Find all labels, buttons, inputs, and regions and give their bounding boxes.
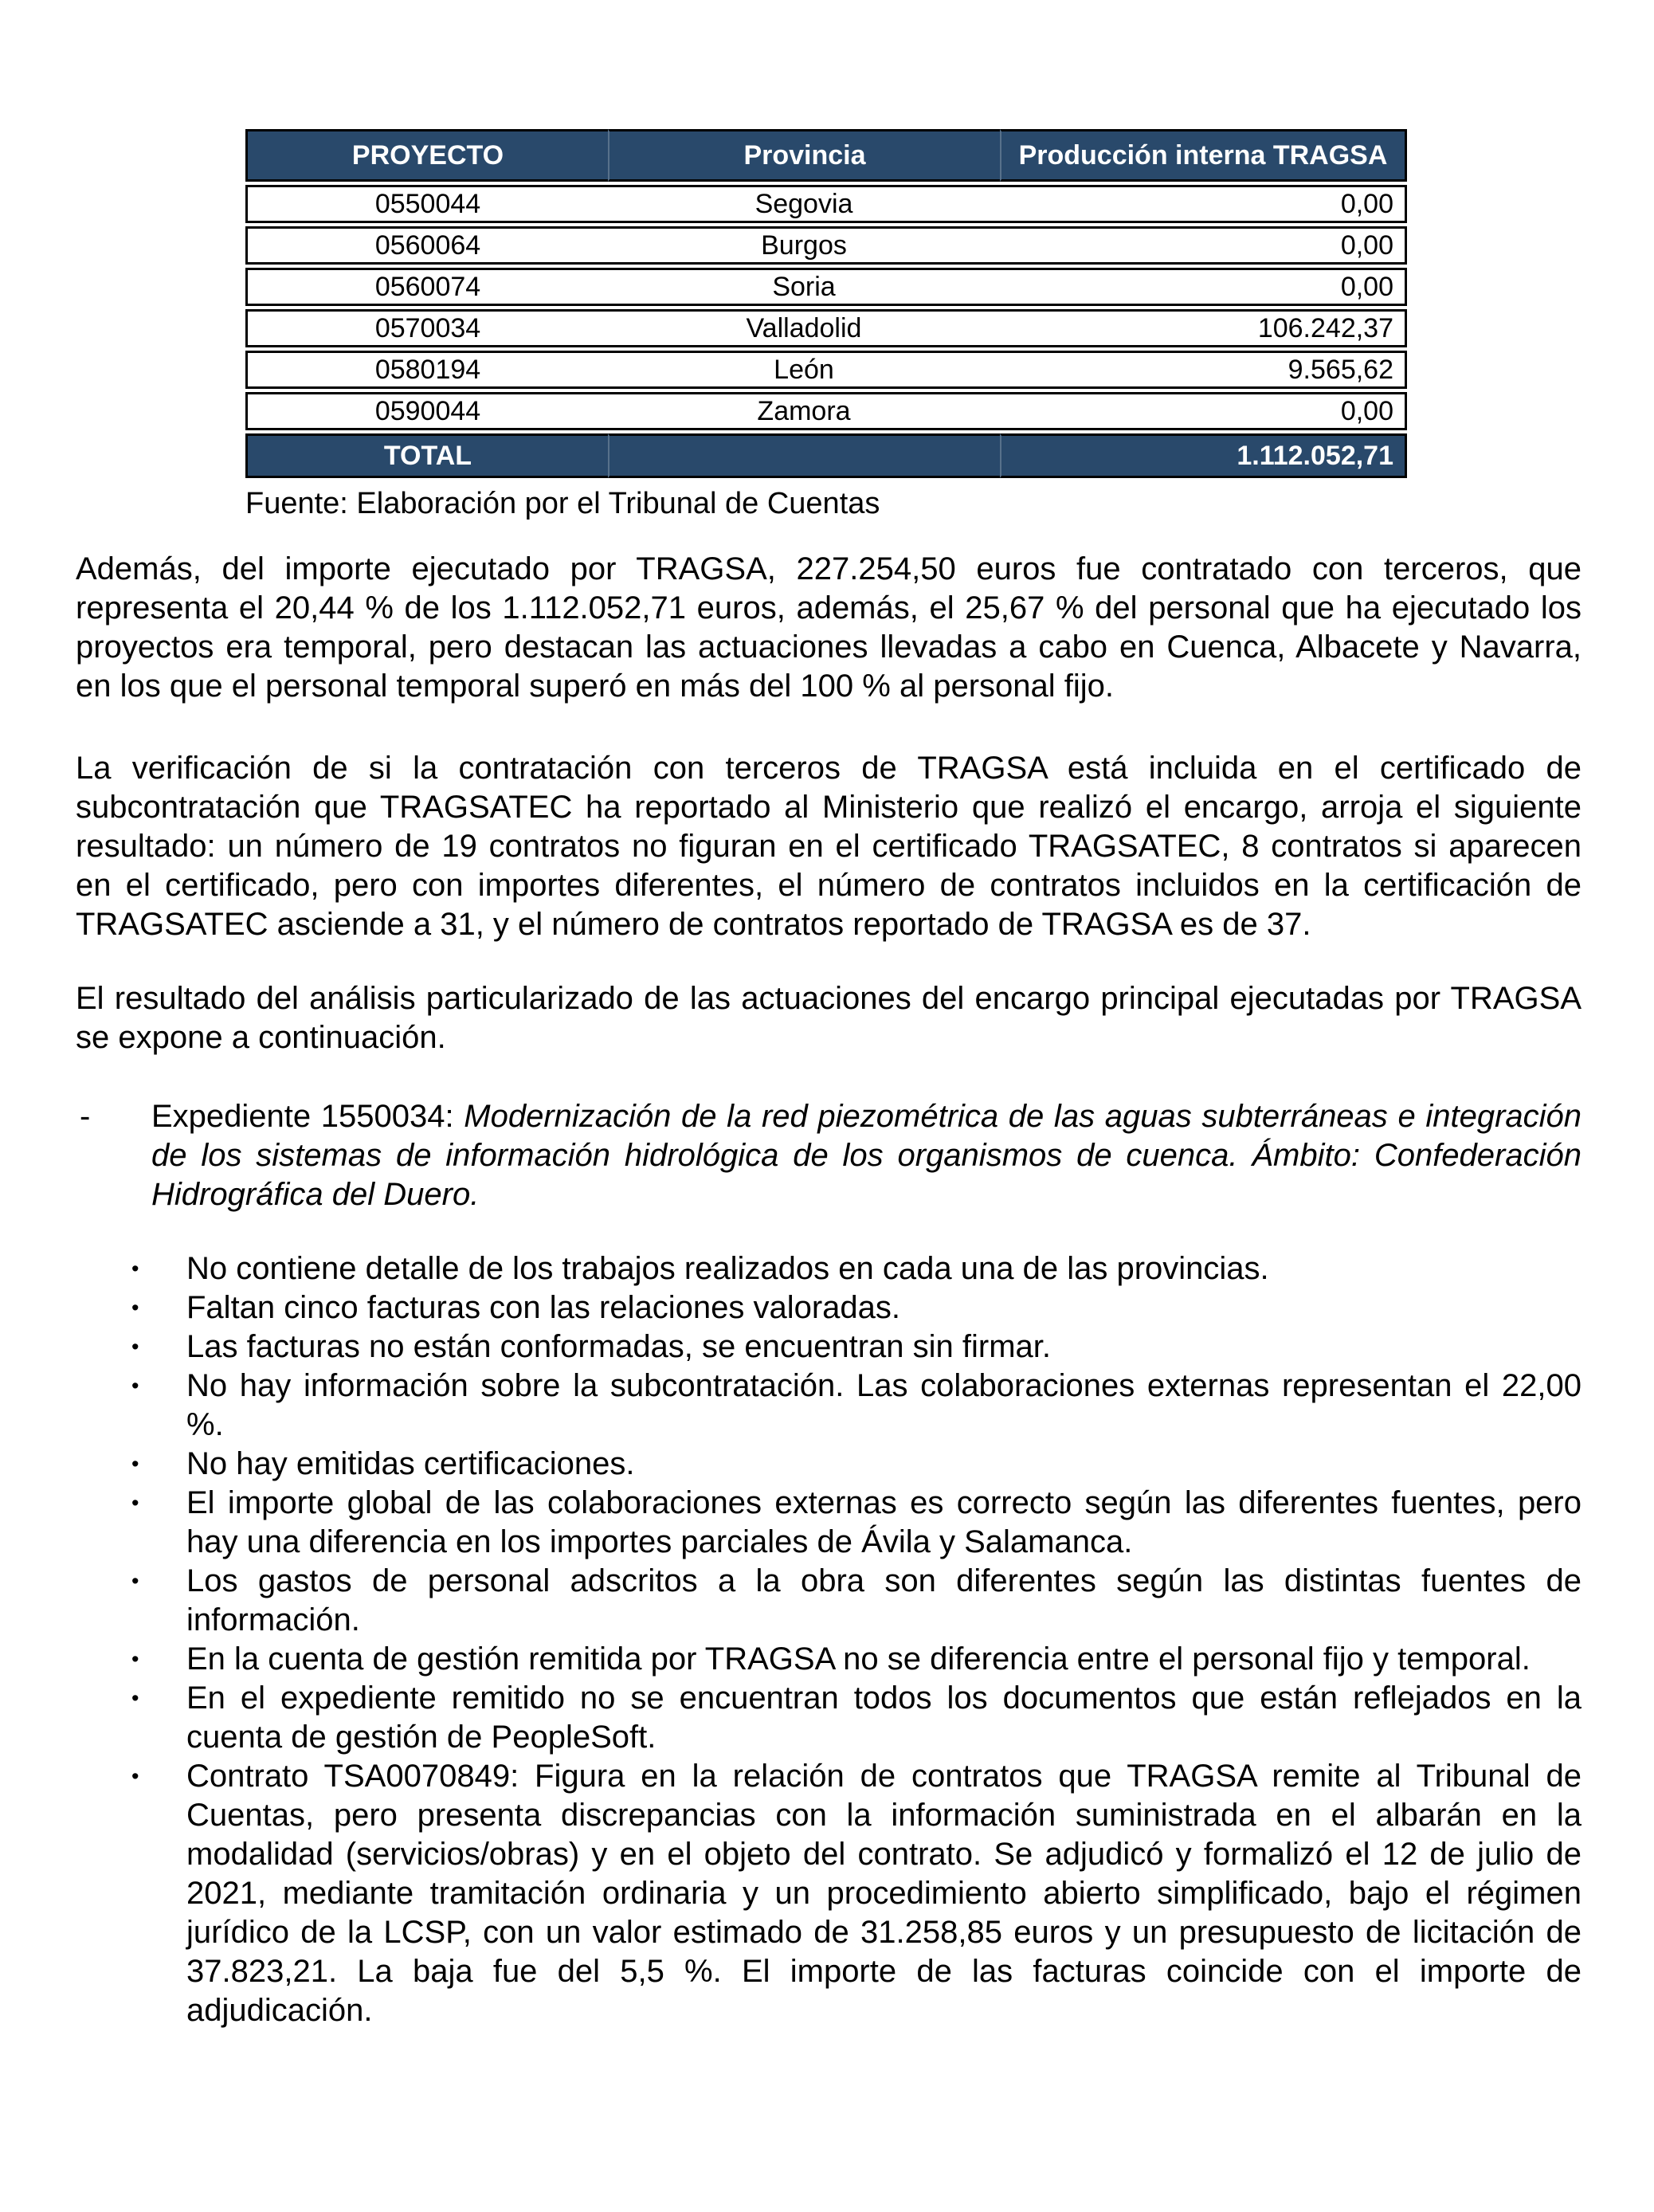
cell-produccion: 0,00 (1000, 268, 1407, 306)
cell-provincia: Valladolid (608, 309, 1000, 347)
expediente-title: Modernización de la red piezométrica de las aguas subterráneas e integración de los sistemas de información hidrológica de los organismos de cuenca. Ámbito: Confederación Hidrográfica del Duero. (151, 1099, 1582, 1212)
cell-produccion: 0,00 (1000, 185, 1407, 223)
table-row (245, 351, 1407, 389)
total-value: 1.112.052,71 (1000, 433, 1407, 478)
list-item (76, 1757, 1581, 2030)
production-table-wrapper (245, 126, 1407, 481)
table-total-row (245, 433, 1407, 478)
expediente-item (76, 1097, 1581, 1214)
list-item (76, 1288, 1581, 1328)
bullet-icon: • (131, 1452, 139, 1476)
table-row (245, 226, 1407, 265)
bullet-icon: • (131, 1764, 139, 1788)
expediente-label: Expediente 1550034: (151, 1099, 464, 1134)
cell-proyecto: 0550044 (245, 185, 608, 223)
bullet-text: En la cuenta de gestión remitida por TRAGSA no se diferencia entre el personal fijo y temporal. (186, 1641, 1531, 1677)
paragraph-verificacion-certificado: La verificación de si la contratación con terceros de TRAGSA está incluida en el certificado de subcontratación que TRAGSATEC ha reportado al Ministerio que realizó el encargo, arroja el siguiente resultado: un número de 19 contratos no figuran en el certificado TRAGSATEC, 8 contratos si aparecen en el certificado, pero con importes diferentes, el número de contratos incluidos en la certificación de TRAGSATEC asciende a 31, y el número de contratos reportado de TRAGSA es de 37. (76, 751, 1581, 942)
table-row (245, 185, 1407, 223)
column-header-proyecto: PROYECTO (245, 129, 608, 182)
bullet-text: Las facturas no están conformadas, se encuentran sin firmar. (186, 1329, 1052, 1364)
bullet-text: Faltan cinco facturas con las relaciones valoradas. (186, 1290, 901, 1325)
list-item (76, 1328, 1581, 1367)
cell-produccion: 0,00 (1000, 226, 1407, 265)
bullet-text: El importe global de las colaboraciones externas es correcto según las diferentes fuentes, pero hay una diferencia en los importes parciales de Ávila y Salamanca. (186, 1485, 1581, 1559)
bullet-icon: • (131, 1647, 139, 1671)
list-item (76, 1445, 1581, 1484)
table-row (245, 309, 1407, 347)
bullet-icon: • (131, 1686, 139, 1710)
table-row (245, 392, 1407, 430)
cell-provincia: León (608, 351, 1000, 389)
list-item (76, 1367, 1581, 1445)
cell-produccion: 0,00 (1000, 392, 1407, 430)
bullet-text: Contrato TSA0070849: Figura en la relación de contratos que TRAGSA remite al Tribunal de Cuentas, pero presenta discrepancias con la información suministrada en el albarán en la modalidad (servicios/obras) y en el objeto del contrato. Se adjudicó y formalizó el 12 de julio de 2021, mediante tramitación ordinaria y un procedimiento abierto simplificado, bajo el régimen jurídico de la LCSP, con un valor estimado de 31.258,85 euros y un presupuesto de licitación de 37.823,21. La baja fue del 5,5 %. El importe de las facturas coincide con el importe de adjudicación. (186, 1759, 1581, 2028)
table-header-row (245, 129, 1407, 182)
list-item (76, 1679, 1581, 1757)
findings-list (76, 1249, 1581, 2030)
bullet-icon: • (131, 1296, 139, 1320)
total-label: TOTAL (245, 433, 608, 478)
list-item (76, 1562, 1581, 1640)
production-table (245, 126, 1407, 481)
table-row (245, 268, 1407, 306)
dash-icon: - (80, 1099, 91, 1134)
bullet-icon: • (131, 1335, 139, 1359)
cell-provincia: Burgos (608, 226, 1000, 265)
bullet-text: En el expediente remitido no se encuentran todos los documentos que están reflejados en la cuenta de gestión de PeopleSoft. (186, 1681, 1581, 1755)
cell-proyecto: 0590044 (245, 392, 608, 430)
bullet-text: Los gastos de personal adscritos a la obra son diferentes según las distintas fuentes de información. (186, 1563, 1581, 1637)
bullet-text: No hay información sobre la subcontratación. Las colaboraciones externas representan el 22,00 %. (186, 1368, 1581, 1442)
cell-proyecto: 0560074 (245, 268, 608, 306)
cell-provincia: Soria (608, 268, 1000, 306)
cell-produccion: 9.565,62 (1000, 351, 1407, 389)
bullet-icon: • (131, 1374, 139, 1398)
paragraph-contratacion-terceros: Además, del importe ejecutado por TRAGSA, 227.254,50 euros fue contratado con terceros, que representa el 20,44 % de los 1.112.052,71 euros, además, el 25,67 % del personal que ha ejecutado los proyectos era temporal, pero destacan las actuaciones llevadas a cabo en Cuenca, Albacete y Navarra, en los que el personal temporal superó en más del 100 % al personal fijo. (76, 551, 1581, 704)
cell-provincia: Segovia (608, 185, 1000, 223)
cell-proyecto: 0560064 (245, 226, 608, 265)
column-header-produccion: Producción interna TRAGSA (1000, 129, 1407, 182)
bullet-icon: • (131, 1569, 139, 1593)
list-item (76, 1249, 1581, 1288)
cell-proyecto: 0580194 (245, 351, 608, 389)
cell-provincia: Zamora (608, 392, 1000, 430)
cell-produccion: 106.242,37 (1000, 309, 1407, 347)
bullet-icon: • (131, 1257, 139, 1281)
paragraph-resultado-analisis: El resultado del análisis particularizado de las actuaciones del encargo principal ejecutadas por TRAGSA se expone a continuación. (76, 981, 1581, 1055)
source-note: Fuente: Elaboración por el Tribunal de Cuentas (245, 487, 880, 520)
bullet-text: No contiene detalle de los trabajos realizados en cada una de las provincias. (186, 1251, 1269, 1286)
expediente-text (151, 1097, 1581, 1214)
bullet-text: No hay emitidas certificaciones. (186, 1446, 635, 1481)
list-item (76, 1484, 1581, 1562)
list-item (76, 1640, 1581, 1679)
column-header-provincia: Provincia (608, 129, 1000, 182)
total-spacer (608, 433, 1000, 478)
bullet-icon: • (131, 1491, 139, 1515)
cell-proyecto: 0570034 (245, 309, 608, 347)
